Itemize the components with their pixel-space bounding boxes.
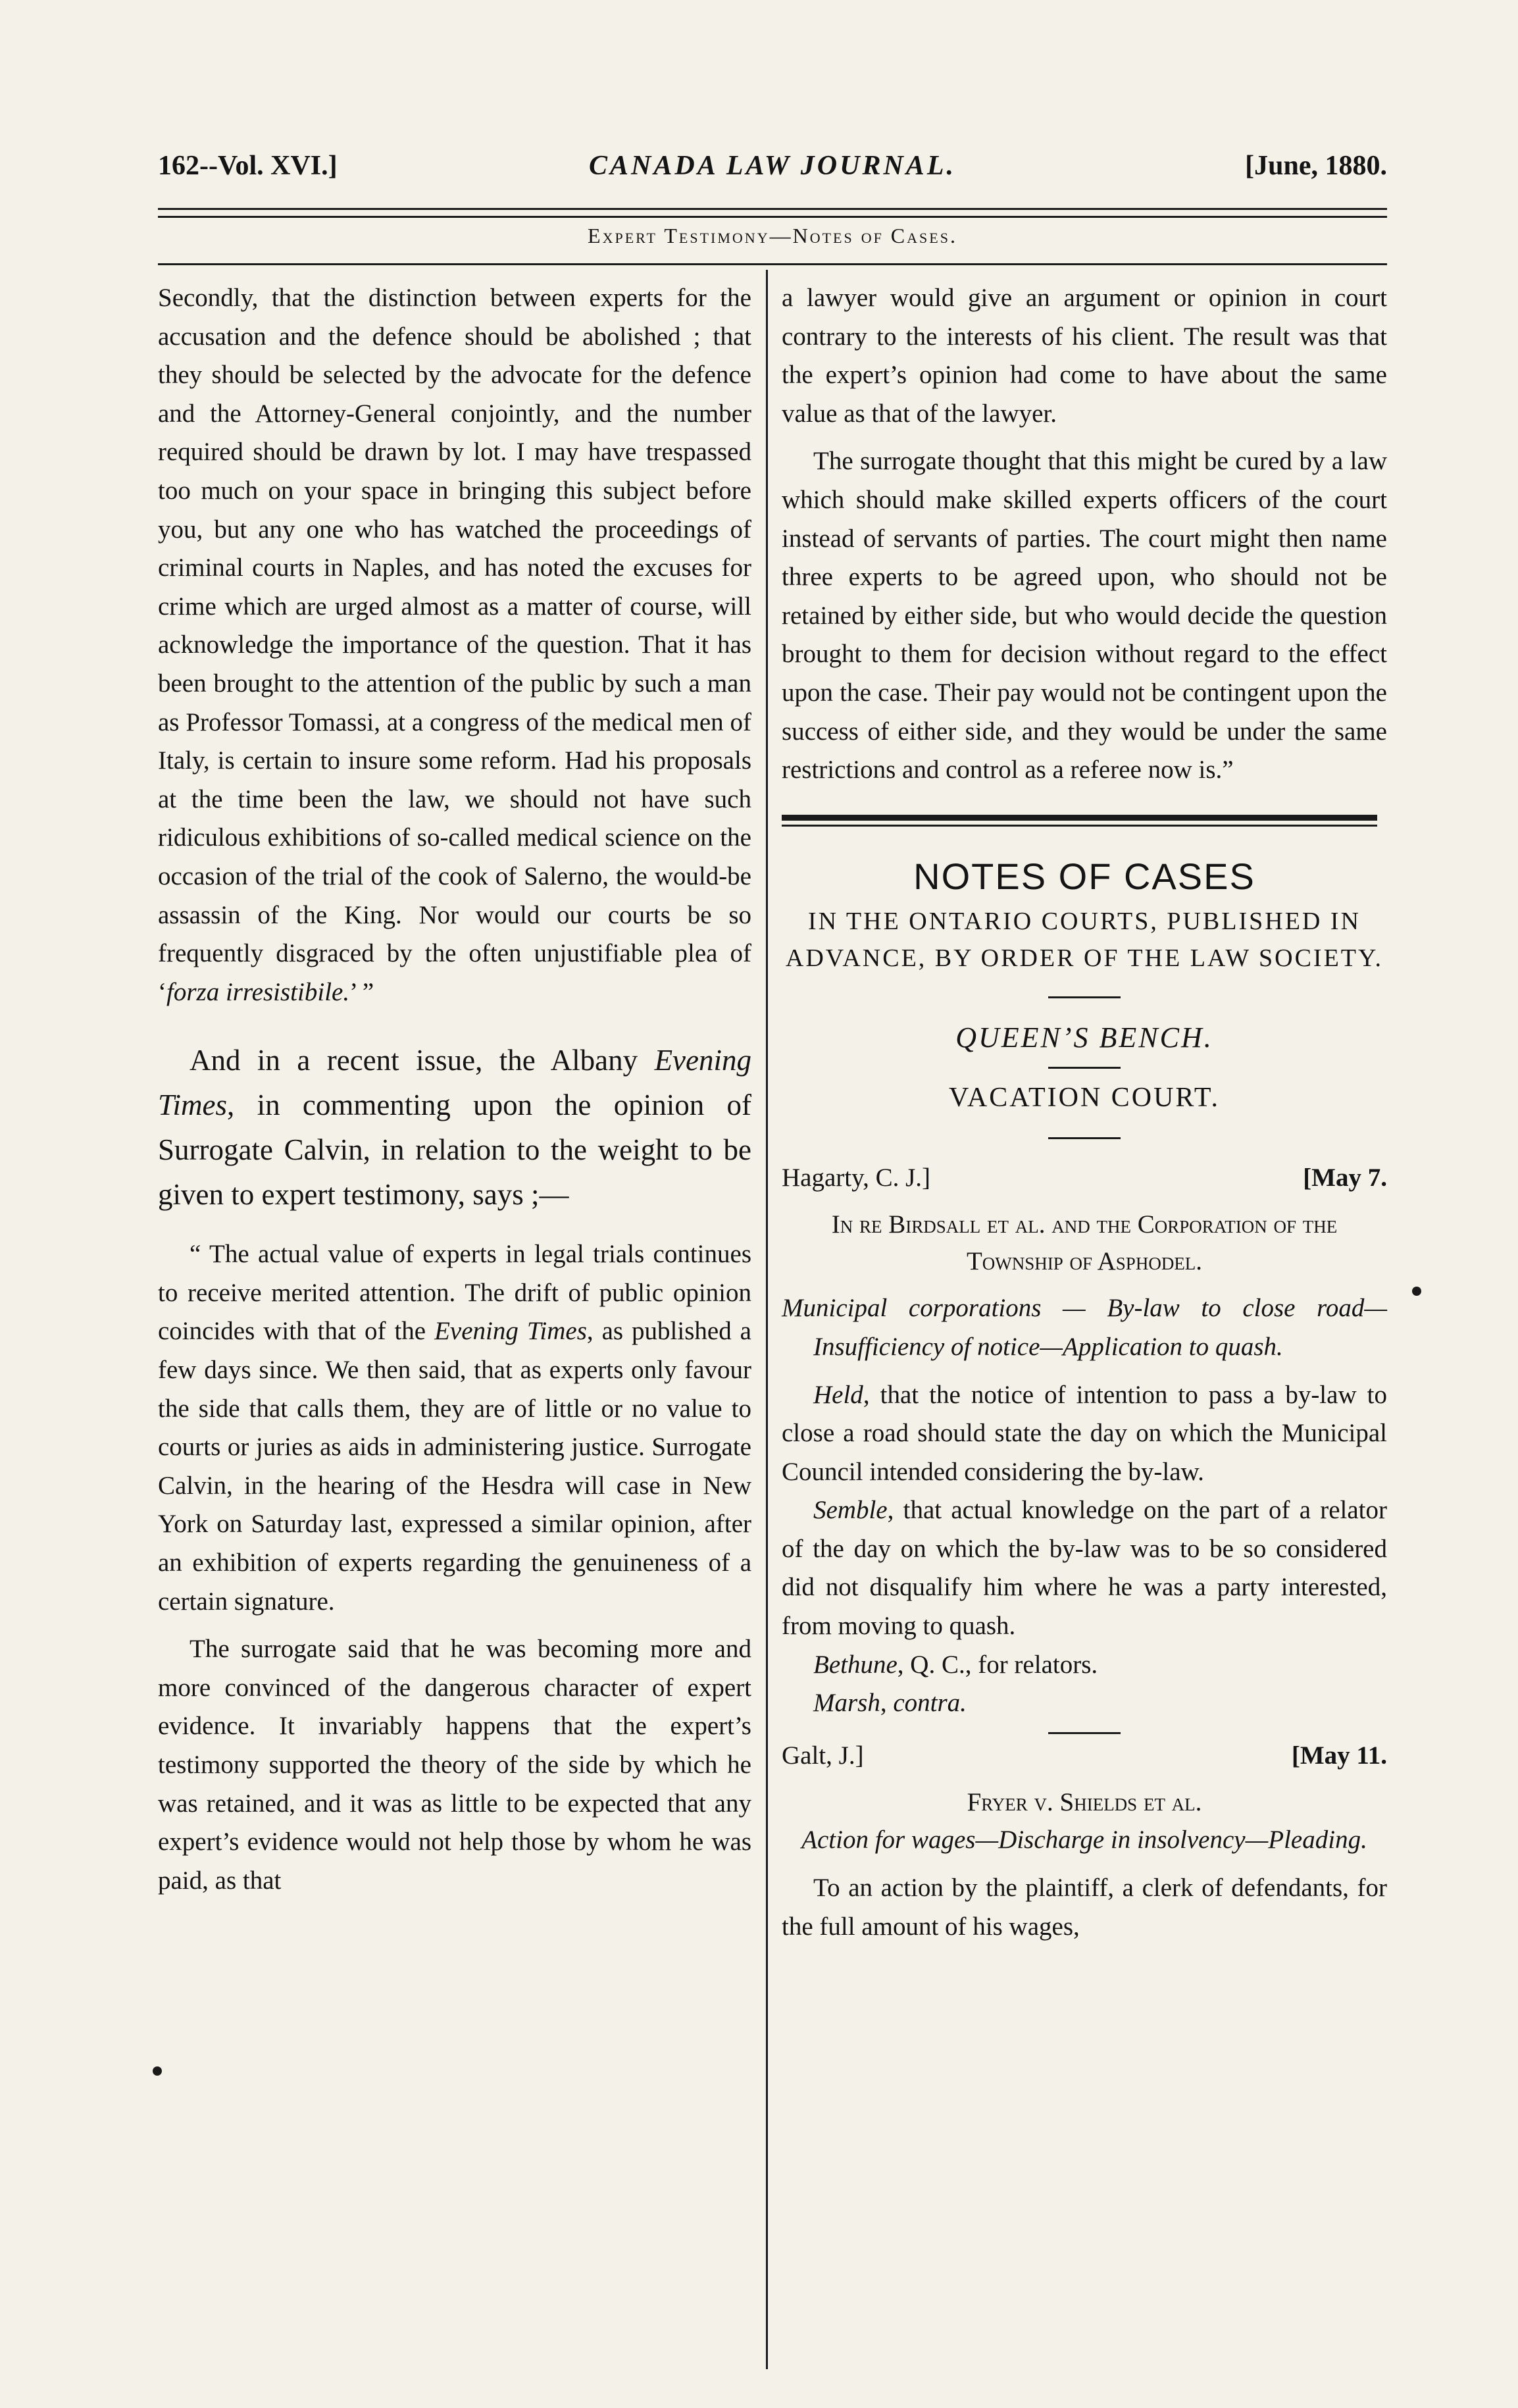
session-heading: VACATION COURT. [949,1082,1220,1113]
margin-mark [1412,1287,1421,1296]
case-judge-line [782,1737,1387,1776]
case-headnote: Action for wages—Discharge in insolvency—Pleading. [801,1826,1367,1855]
case-title: Fryer v. Shields et al. [967,1788,1202,1817]
notes-of-cases-title: NOTES OF CASES [913,855,1255,897]
margin-mark [153,2066,162,2076]
paragraph: a lawyer would give an argument or opinion in court contrary to the interests of his client. The result was that the expert’s opinion had come to have about the same value as that of the lawyer. [782,284,1387,428]
section-subheading: Expert Testimony—Notes of Cases. [588,224,957,247]
case-semble: Semble, that actual knowledge on the part of a relator of the day on which the by-law was to be so considered did not disqualify him where he was a party interested, from moving to quash. [782,1496,1387,1641]
paragraph: To an action by the plaintiff, a clerk of defendants, for the full amount of his wages, [782,1874,1387,1941]
column-divider [766,270,768,2369]
subheading-rule [158,263,1387,265]
running-header [158,150,1387,196]
notes-subtitle: IN THE ONTARIO COURTS, PUBLISHED IN ADVANCE, BY ORDER OF THE LAW SOCIETY. [785,907,1384,972]
judge-name: Hagarty, C. J.] [782,1163,931,1192]
court-heading: QUEEN’S BENCH. [955,1021,1213,1054]
left-column [158,279,751,1900]
short-rule [1048,1732,1121,1734]
short-rule [1048,1137,1121,1139]
page-volume: 162--Vol. XVI.] [158,151,338,181]
case-judge-line [782,1159,1387,1198]
journal-title: CANADA LAW JOURNAL. [589,151,956,181]
paragraph: The surrogate thought that this might be cured by a law which should make skilled experts officers of the court instead of servants of parties. The court might then name three experts to be agreed upon, who should not be retained by either side, but who would decide the question brought to them for decision without regard to the effect upon the case. Their pay would not be contingent upon the success of either side, and they would be under the same restrictions and control as a referee now is.” [782,447,1387,784]
short-rule [1048,996,1121,998]
counsel-line: Marsh, contra. [813,1689,967,1718]
counsel-line: Bethune, Q. C., for relators. [813,1650,1098,1679]
quoted-paragraph: “ The actual value of experts in legal trials continues to receive merited attention. The drift of public opinion coincides with that of the Evening Times, as published a few days since. We then said, that as experts only favour the side that calls them, they are of little or no value to courts or juries as aids in administering justice. Surrogate Calvin, in the hearing of the Hesdra will case in New York on Saturday last, expressed a similar opinion, after an exhibition of experts regarding the genuineness of a certain signature. [158,1240,751,1616]
judge-name: Galt, J.] [782,1741,864,1770]
case-title: In re Birdsall et al. and the Corporation of the Township of Asphodel. [831,1210,1338,1276]
right-column [782,279,1387,1946]
journal-page [158,150,1387,2368]
issue-date: [June, 1880. [1245,151,1387,181]
section-rule-thin [782,825,1377,827]
case-date: [May 7. [1303,1163,1387,1192]
case-headnote: Municipal corporations — By-law to close road—Insufficiency of notice—Application to quash. [782,1294,1387,1361]
short-rule [1048,1067,1121,1069]
section-rule-thick [782,815,1377,821]
paragraph: And in a recent issue, the Albany Evening Times, in commenting upon the opinion of Surrogate Calvin, in relation to the weight to be given to expert testimony, says ;— [158,1044,751,1212]
paragraph: Secondly, that the distinction between experts for the accusation and the defence should be abolished ; that they should be selected by the advocate for the defence and the Attorney-General conjointly, and the number required should be drawn by lot. I may have trespassed too much on your space in bringing this subject before you, but any one who has watched the proceedings of criminal courts in Naples, and has noted the excuses for crime which are urged almost as a matter of course, will acknowledge the importance of the question. That it has been brought to the attention of the public by such a man as Professor Tomassi, at a congress of the medical men of Italy, is certain to insure some reform. Had his proposals at the time been the law, we should not have such ridiculous exhibitions of so-called medical science on the occasion of the trial of the cook of Salerno, the would-be assassin of the King. Nor would our courts be so frequently disgraced by the often unjustifiable plea of ‘forza irresistibile.’ ” [158,284,751,1006]
case-date: [May 11. [1291,1741,1387,1770]
quoted-paragraph: The surrogate said that he was becoming more and more convinced of the dangerous character of expert evidence. It invariably happens that the expert’s testimony supported the theory of the side by which he was retained, and it was as little to be expected that any expert’s evidence would not help those by whom he was paid, as that [158,1635,751,1895]
case-held: Held, that the notice of intention to pass a by-law to close a road should state the day on which the Municipal Council intended considering the by-law. [782,1380,1387,1486]
header-rule [158,208,1387,218]
